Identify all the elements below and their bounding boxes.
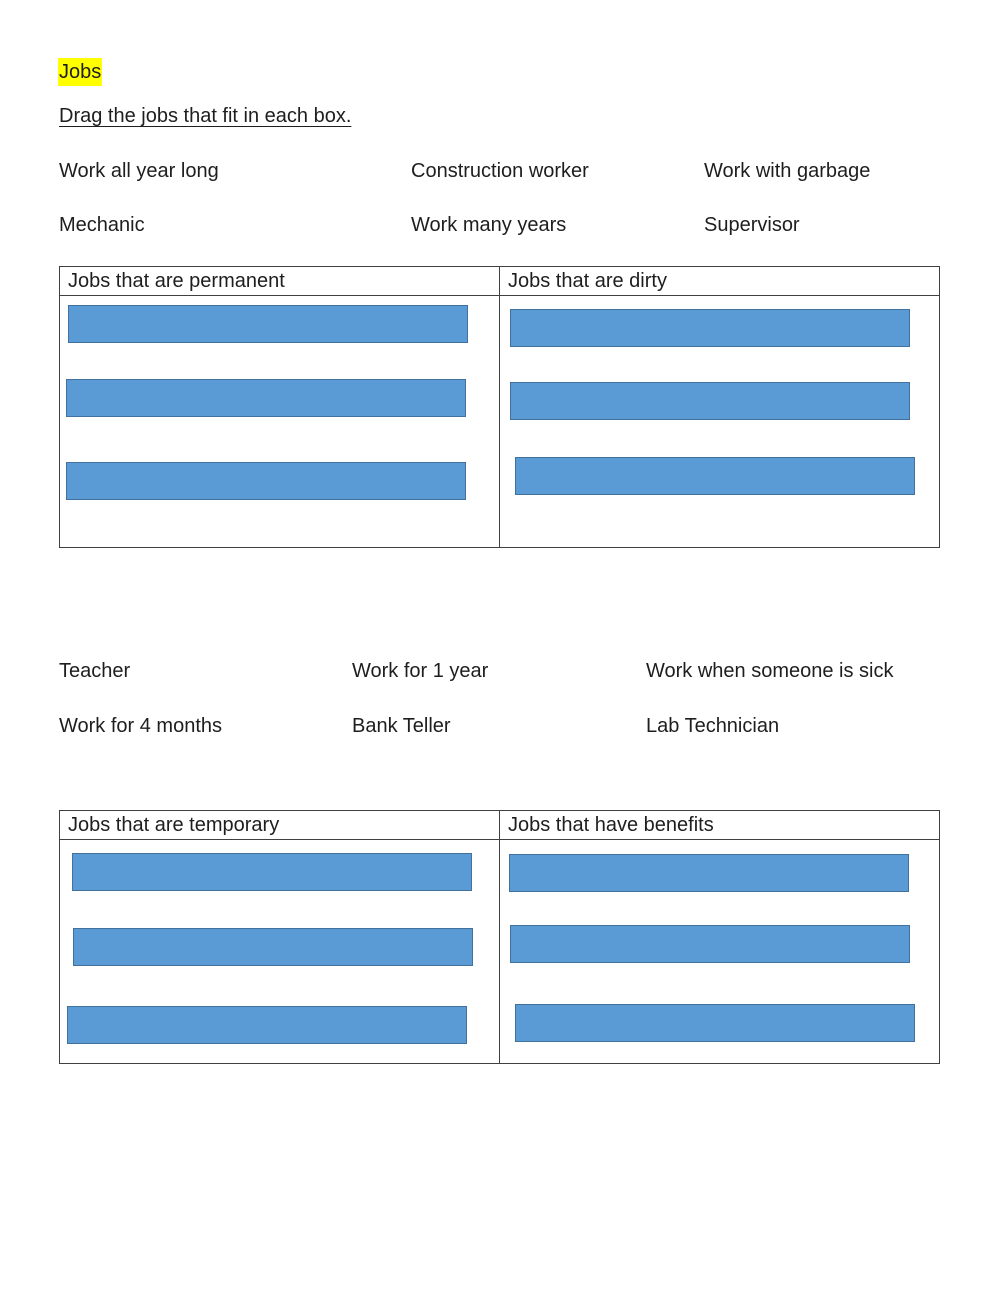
dirty-drop-zone xyxy=(500,296,940,548)
word-card[interactable]: Lab Technician xyxy=(646,715,780,737)
drop-target[interactable] xyxy=(66,379,466,417)
drop-target[interactable] xyxy=(510,382,910,420)
drop-target[interactable] xyxy=(509,854,909,892)
column-header-permanent: Jobs that are permanent xyxy=(60,267,500,296)
sort-table-1 xyxy=(59,266,940,548)
word-card[interactable]: Work for 4 months xyxy=(59,715,223,737)
word-card[interactable]: Work when someone is sick xyxy=(646,660,894,682)
column-header-dirty: Jobs that are dirty xyxy=(500,267,940,296)
word-card[interactable]: Construction worker xyxy=(411,160,589,182)
word-card[interactable]: Work all year long xyxy=(59,160,219,182)
word-card[interactable]: Teacher xyxy=(59,660,131,682)
drop-target[interactable] xyxy=(67,1006,467,1044)
instruction-text: Drag the jobs that fit in each box. xyxy=(59,105,352,127)
drop-target[interactable] xyxy=(515,457,915,495)
column-header-benefits: Jobs that have benefits xyxy=(500,811,940,840)
drop-target[interactable] xyxy=(68,305,468,343)
column-header-temporary: Jobs that are temporary xyxy=(60,811,500,840)
word-card[interactable]: Supervisor xyxy=(704,214,800,236)
drop-target[interactable] xyxy=(510,925,910,963)
word-card[interactable]: Work many years xyxy=(411,214,567,236)
drop-target[interactable] xyxy=(510,309,910,347)
sort-table-2 xyxy=(59,810,940,1064)
word-card[interactable]: Bank Teller xyxy=(352,715,451,737)
drop-target[interactable] xyxy=(66,462,466,500)
word-card[interactable]: Work for 1 year xyxy=(352,660,489,682)
temporary-drop-zone xyxy=(60,840,500,1064)
word-card[interactable]: Work with garbage xyxy=(704,160,871,182)
benefits-drop-zone xyxy=(500,840,940,1064)
permanent-drop-zone xyxy=(60,296,500,548)
drop-target[interactable] xyxy=(515,1004,915,1042)
drop-target[interactable] xyxy=(72,853,472,891)
worksheet-title: Jobs xyxy=(58,58,102,86)
drop-target[interactable] xyxy=(73,928,473,966)
word-card[interactable]: Mechanic xyxy=(59,214,145,236)
